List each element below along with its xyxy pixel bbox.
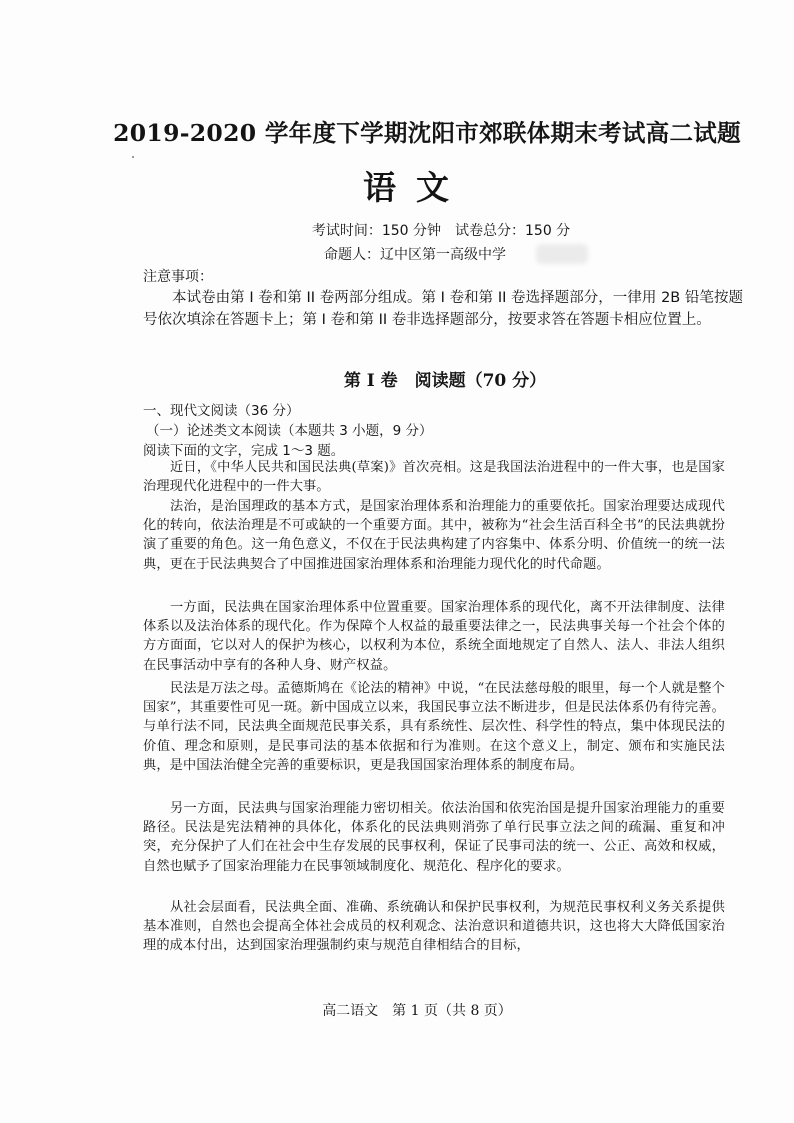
subject-title: 语文 xyxy=(363,168,469,207)
subpart-one-heading: （一）论述类文本阅读（本题共 3 小题，9 分） xyxy=(146,423,433,439)
scan-speck xyxy=(132,156,134,158)
passage-paragraph: 一方面，民法典在国家治理体系中位置重要。国家治理体系的现代化，离不开法律制度、法律体系以及法治体系的现代化。作为保障个人权益的最重要法律之一，民法典事关每一个社会个体的方方面面，它以对人的保护为核心，以权利为本位，系统全面地规定了自然人、法人、非法人组织在民事活动中享有的各种人身、财产权益。 xyxy=(143,600,725,673)
passage-paragraph: 从社会层面看，民法典全面、准确、系统确认和保护民事权利，为规范民事权利义务关系提供基本准则，自然也会提高全体社会成员的权利观念、法治意识和道德共识，这也将大大降低国家治理的成本付出，达到国家治理强制约束与规范自律相结合的目标， xyxy=(143,900,725,954)
passage-paragraph: 法治，是治国理政的基本方式，是国家治理体系和治理能力的重要依托。国家治理要达成现代化的转向，依法治理是不可或缺的一个重要方面。其中，被称为“社会生活百科全书”的民法典就扮演了重要的角色。这一角色意义，不仅在于民法典构建了内容集中、体系分明、价值统一的统一法典，更在于民法典契合了中国推进国家治理体系和治理能力现代化的时代命题。 xyxy=(143,499,725,572)
reading-instruction: 阅读下面的文字，完成 1～3 题。 xyxy=(143,443,345,459)
section-title: 第 I 卷 阅读题（70 分） xyxy=(343,371,547,391)
redacted-mark xyxy=(536,244,588,264)
notice-body: 本试卷由第 I 卷和第 II 卷两部分组成。第 I 卷和第 II 卷选择题部分，一律用 2B 铅笔按题号依次填涂在答题卡上；第 I 卷和第 II 卷非选择题部分，按要求答在答题卡相应位置上。 xyxy=(143,290,743,328)
exam-author: 命题人：辽中区第一高级中学 xyxy=(324,247,506,263)
passage-paragraph: 近日，《中华人民共和国民法典(草案)》首次亮相。这是我国法治进程中的一件大事，也是国家治理现代化进程中的一件大事。 xyxy=(143,460,725,495)
exam-title: 2019-2020 学年度下学期沈阳市郊联体期末考试高二试题 xyxy=(113,119,741,147)
exam-info: 考试时间：150 分钟 试卷总分：150 分 xyxy=(311,223,571,239)
passage-paragraph: 民法是万法之母。孟德斯鸠在《论法的精神》中说，“在民法慈母般的眼里，每一个人就是整个国家”，其重要性可见一斑。新中国成立以来，我国民事立法不断进步，但是民法体系仍有待完善。与单行法不同，民法典全面规范民事关系，具有系统性、层次性、科学性的特点，集中体现民法的价值、理念和原则，是民事司法的基本依据和行为准则。在这个意义上，制定、颁布和实施民法典，是中国法治健全完善的重要标识，更是我国国家治理体系的制度布局。 xyxy=(143,681,725,773)
page-footer: 高二语文 第 1 页（共 8 页） xyxy=(322,1003,512,1019)
part-one-heading: 一、现代文阅读（36 分） xyxy=(143,403,300,419)
notice-heading: 注意事项： xyxy=(143,269,213,285)
passage-paragraph: 另一方面，民法典与国家治理能力密切相关。依法治国和依宪治国是提升国家治理能力的重要路径。民法是宪法精神的具体化，体系化的民法典则消弥了单行民事立法之间的疏漏、重复和冲突，充分保护了人们在社会中生存发展的民事权利，保证了民事司法的统一、公正、高效和权威，自然也赋予了国家治理能力在民事领域制度化、规范化、程序化的要求。 xyxy=(143,801,725,874)
